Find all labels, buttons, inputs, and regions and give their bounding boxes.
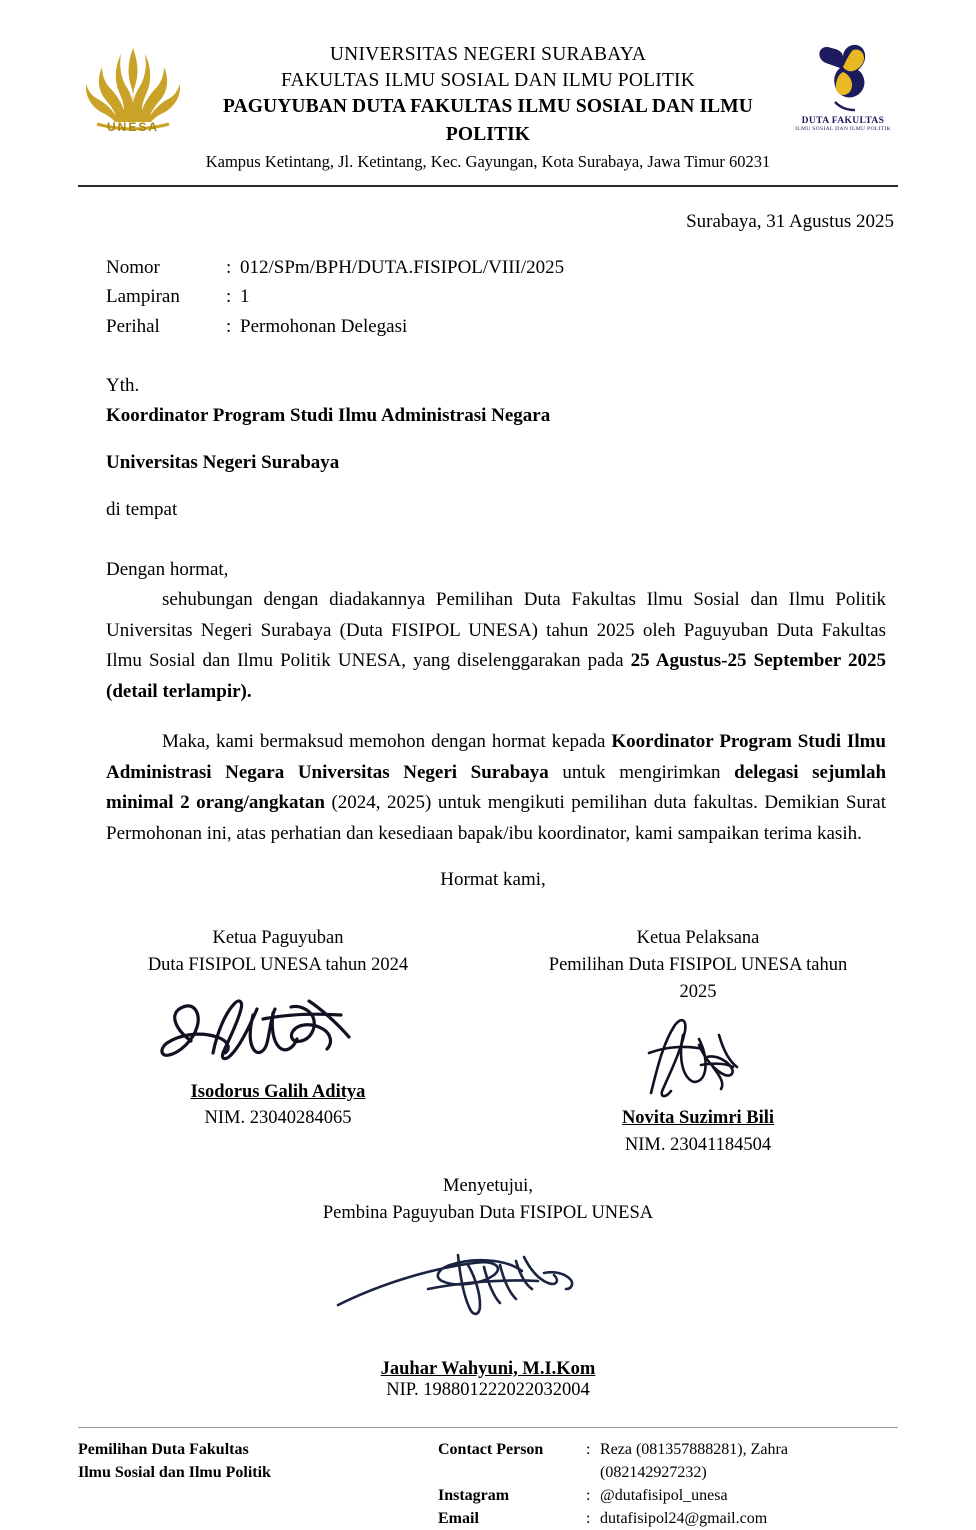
approval-block (78, 1173, 898, 1227)
footer-colon-email: : (586, 1510, 591, 1528)
signature-row (78, 925, 898, 1159)
footer-value-instagram[interactable]: @dutafisipol_unesa (600, 1487, 728, 1505)
addressee-place: di tempat (106, 499, 178, 521)
header-divider (78, 185, 898, 187)
duta-logo-caption (791, 116, 895, 133)
meta-label-nomor: Nomor (106, 256, 160, 278)
footer-value-email[interactable]: dutafisipol24@gmail.com (600, 1510, 768, 1528)
paragraph-1-bold: 25 Agustus-25 September 2025 (detail terlampir). (106, 650, 886, 703)
footer-row-instagram[interactable] (438, 1484, 898, 1507)
letter-meta (78, 253, 898, 341)
meta-value-nomor: 012/SPm/BPH/DUTA.FISIPOL/VIII/2025 (240, 256, 565, 278)
signature-right-role-1: Ketua Pelaksana (636, 928, 760, 948)
approval-label: Menyetujui, (443, 1176, 533, 1197)
duta-logo-caption-line2: ILMU SOSIAL DAN ILMU POLITIK (795, 126, 891, 133)
addressee-recipient: Koordinator Program Studi Ilmu Administrasi Negara (106, 404, 551, 426)
footer-colon-contact-person: : (586, 1440, 591, 1458)
duta-logo-caption-line1: DUTA FAKULTAS (801, 116, 885, 126)
footer-divider (78, 1427, 898, 1428)
signature-right-image (533, 1005, 863, 1105)
meta-sep-perihal: : (226, 315, 232, 337)
meta-row-perihal (106, 312, 898, 341)
salutation: Dengan hormat, (106, 558, 229, 580)
paragraph-2-text-b: untuk mengirimkan (548, 761, 735, 783)
signature-block-right (533, 925, 863, 1159)
unesa-logo-text: UNESA (106, 120, 159, 134)
footer-row-contact-person (438, 1438, 898, 1484)
addressee-block (78, 371, 898, 525)
header-organization: PAGUYUBAN DUTA FAKULTAS ILMU SOSIAL DAN ILMU POLITIK (223, 96, 753, 145)
meta-label-lampiran: Lampiran (106, 286, 180, 308)
closing-phrase: Hormat kami, (440, 869, 546, 890)
signature-left-role-1: Ketua Paguyuban (212, 928, 344, 948)
unesa-logo-container (78, 38, 188, 138)
paragraph-2-text-a: Maka, kami bermaksud memohon dengan hormat kepada (162, 730, 612, 752)
footer (78, 1438, 898, 1530)
footer-key-email: Email (438, 1510, 479, 1528)
signature-left-image (113, 979, 443, 1079)
header-university: UNIVERSITAS NEGERI SURABAYA (329, 44, 647, 65)
header-address: Kampus Ketintang, Jl. Ketintang, Kec. Gayungan, Kota Surabaya, Jawa Timur 60231 (205, 152, 771, 172)
footer-left (78, 1438, 438, 1530)
addressee-yth: Yth. (106, 375, 140, 397)
footer-colon-instagram: : (586, 1487, 591, 1505)
dateline: Surabaya, 31 Agustus 2025 (686, 210, 894, 232)
signature-right-id: NIM. 23041184504 (624, 1135, 772, 1156)
paragraph-2-bold-2: delegasi sejumlah minimal 2 orang/angkatan (106, 761, 887, 814)
letterhead-text (188, 38, 788, 175)
approval-id: NIP. 198801222022032004 (386, 1379, 590, 1400)
meta-value-perihal: Permohonan Delegasi (240, 315, 408, 337)
meta-value-lampiran: 1 (240, 286, 250, 308)
addressee-spacer (106, 430, 898, 448)
paragraph-2-bold-1: Koordinator Program Studi Ilmu Administrasi Negara Universitas Negeri Surabaya (106, 730, 886, 783)
approval-role: Pembina Paguyuban Duta FISIPOL UNESA (322, 1202, 654, 1223)
footer-key-contact-person: Contact Person (438, 1440, 544, 1458)
signature-right-name: Novita Suzimri Bili (621, 1108, 775, 1129)
approval-signer (78, 1359, 898, 1401)
meta-sep-lampiran: : (226, 286, 232, 308)
signature-left-role-2: Duta FISIPOL UNESA tahun 2024 (147, 954, 409, 975)
duta-logo-container (788, 38, 898, 133)
footer-left-line-1: Pemilihan Duta Fakultas (78, 1440, 249, 1458)
approval-signature-image (78, 1227, 898, 1359)
footer-value-contact-person: Reza (081357888281), Zahra (082142927232) (600, 1440, 788, 1481)
signature-block-left (113, 925, 443, 1159)
paragraph-2-text-c: (2024, 2025) untuk mengikuti pemilihan duta fakultas. Demikian Surat Permohonan ini, atas perhatian dan kesediaan bapak/ibu koordinator, kami sampaikan terima kasih. (106, 792, 886, 845)
signature-left-name: Isodorus Galih Aditya (190, 1081, 366, 1102)
approval-name: Jauhar Wahyuni, M.I.Kom (380, 1358, 596, 1379)
signature-right-role-2: Pemilihan Duta FISIPOL UNESA tahun 2025 (548, 954, 848, 1002)
footer-key-instagram: Instagram (438, 1487, 510, 1505)
paragraph-2 (78, 727, 898, 850)
meta-row-nomor (106, 253, 898, 282)
meta-label-perihal: Perihal (106, 315, 160, 337)
footer-contact (438, 1438, 898, 1530)
paragraph-1-text: sehubungan dengan diadakannya Pemilihan Duta Fakultas Ilmu Sosial dan Ilmu Politik Universitas Negeri Surabaya (Duta FISIPOL UNESA) tahun 2025 oleh Paguyuban Duta Fakultas Ilmu Sosial dan Ilmu Politik UNESA, yang diselenggarakan pada (106, 588, 886, 672)
footer-row-email[interactable] (438, 1507, 898, 1530)
letterhead (78, 30, 898, 175)
header-faculty: FAKULTAS ILMU SOSIAL DAN ILMU POLITIK (280, 69, 696, 91)
signature-left-id: NIM. 23040284065 (204, 1108, 352, 1129)
duta-fakultas-logo (791, 42, 895, 133)
paragraph-1 (78, 585, 898, 708)
addressee-institution: Universitas Negeri Surabaya (106, 452, 340, 473)
meta-sep-nomor: : (226, 256, 232, 278)
addressee-spacer-2 (106, 477, 898, 495)
footer-left-line-2: Ilmu Sosial dan Ilmu Politik (78, 1463, 271, 1481)
unesa-flame-logo (81, 42, 185, 138)
meta-row-lampiran (106, 282, 898, 311)
